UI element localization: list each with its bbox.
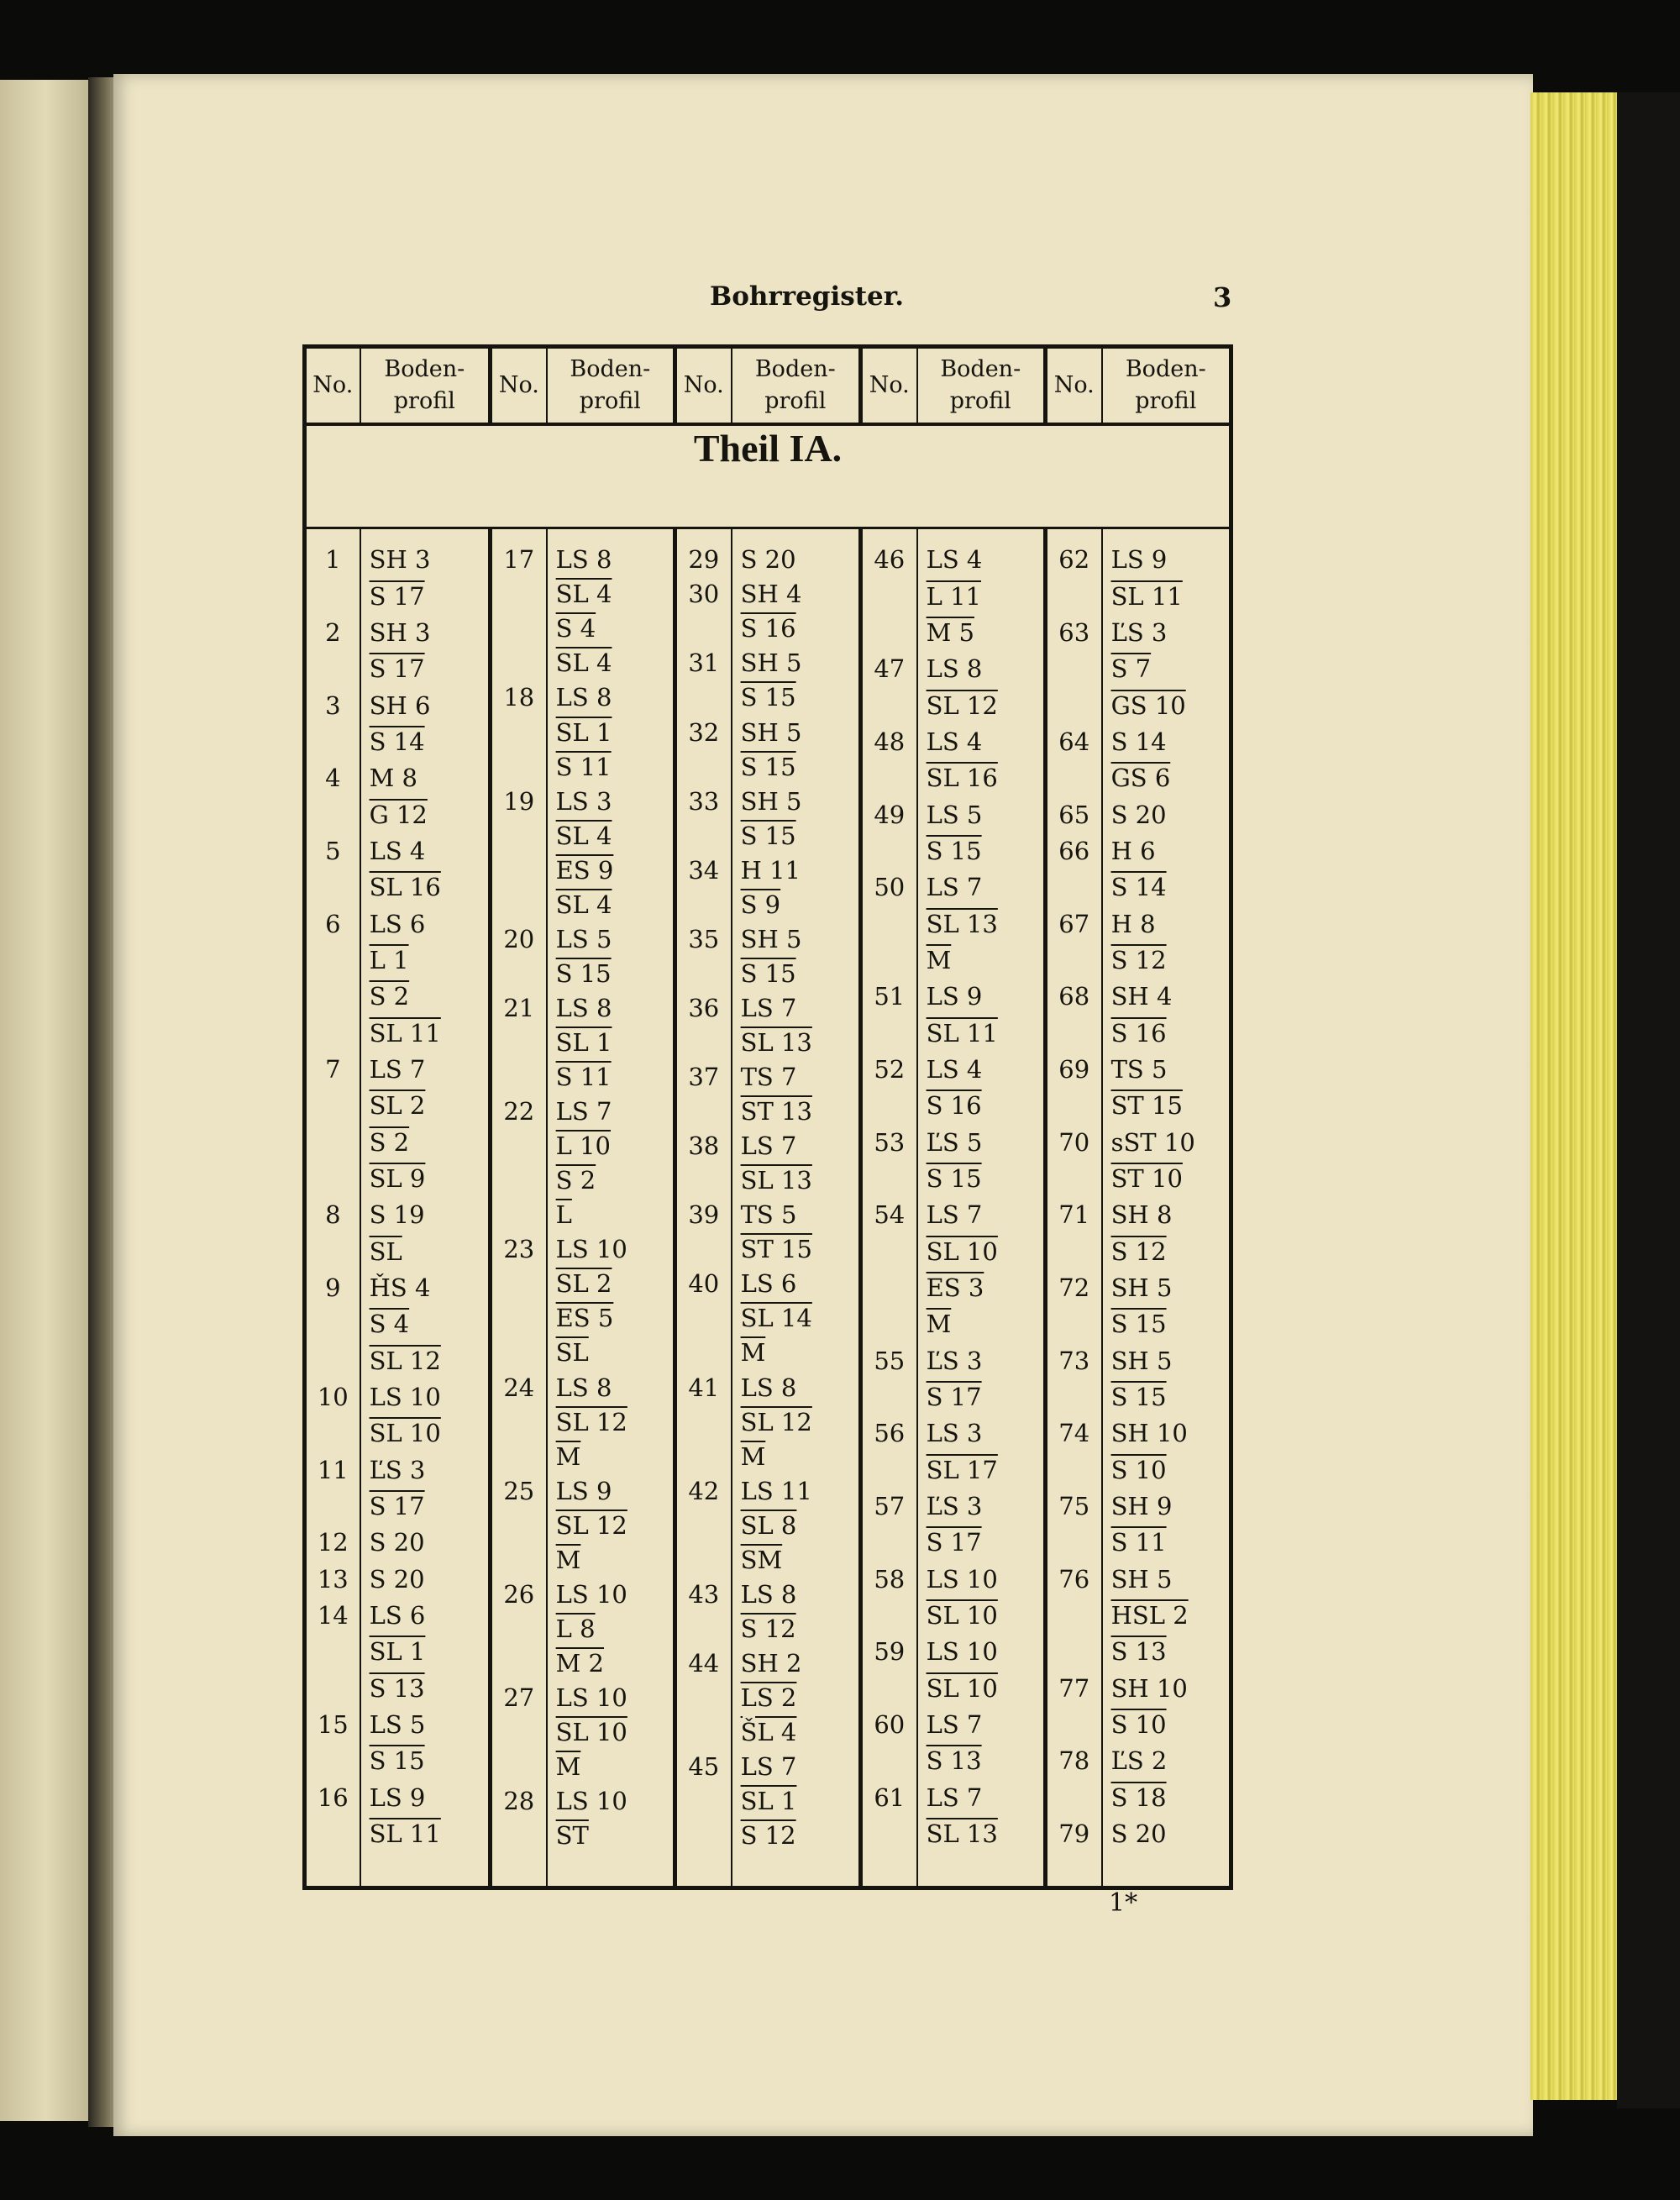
entry-number: 52 xyxy=(874,1054,906,1084)
entry-number: 26 xyxy=(503,1579,535,1609)
col-profil: Boden- profil xyxy=(360,347,491,425)
facing-page xyxy=(0,80,101,2121)
profile-line: S 11 xyxy=(555,1063,612,1092)
col-no: No. xyxy=(305,347,360,425)
entry-number: 66 xyxy=(1058,836,1090,865)
profil-column xyxy=(1102,528,1231,1888)
profile-line: SH 5 xyxy=(1110,1564,1173,1594)
profile-line: SL 10 xyxy=(555,1718,627,1747)
profile-line: S 15 xyxy=(740,958,796,988)
profile-line: S 10 xyxy=(1110,1455,1167,1484)
profile-line: LS 7 xyxy=(926,1200,983,1230)
entry-number: 46 xyxy=(874,545,906,575)
profile-line: ST 15 xyxy=(1110,1091,1183,1121)
profile-line: LS 8 xyxy=(555,545,612,575)
profile-line: SL 11 xyxy=(369,1018,441,1047)
profile-line: LS 10 xyxy=(555,1787,627,1816)
entry-number: 77 xyxy=(1058,1673,1090,1703)
profile-line: S 11 xyxy=(1110,1528,1167,1557)
entry-number: 12 xyxy=(317,1528,349,1557)
profile-line: SL 4 xyxy=(555,890,612,919)
profile-line: SL 11 xyxy=(926,1018,998,1047)
col-profil: Boden- profil xyxy=(917,347,1046,425)
profile-line: SL 1 xyxy=(740,1787,797,1816)
profile-line: SL 10 xyxy=(926,1673,998,1703)
profile-line: ȞS 4 xyxy=(369,1273,431,1302)
entry-number: 24 xyxy=(503,1373,535,1402)
entry-number: 35 xyxy=(688,924,720,953)
no-column xyxy=(675,528,731,1888)
profile-line: S 20 xyxy=(369,1564,425,1594)
entry-number: 49 xyxy=(874,800,906,829)
entry-number: 17 xyxy=(503,545,535,575)
profile-line: LS 8 xyxy=(555,1373,612,1402)
entry-number: 60 xyxy=(874,1709,906,1739)
profile-line: LS 9 xyxy=(369,1783,426,1812)
profile-line: LS 4 xyxy=(926,727,983,756)
profile-line: S 16 xyxy=(1110,1018,1167,1047)
profile-line: S 20 xyxy=(1110,1819,1167,1848)
entry-number: 55 xyxy=(874,1346,906,1375)
profile-line: SH 4 xyxy=(1110,982,1173,1011)
profile-line: $\overline{M}$ xyxy=(740,1338,766,1368)
profile-line: S 18 xyxy=(1110,1783,1167,1812)
profile-line: SL 9 xyxy=(369,1163,426,1193)
entry-number: 71 xyxy=(1058,1200,1090,1230)
profile-line: LS 9 xyxy=(555,1476,612,1505)
profile-line: SL 16 xyxy=(369,873,441,902)
entry-number: 38 xyxy=(688,1132,720,1161)
entry-number: 40 xyxy=(688,1269,720,1299)
entry-number: 16 xyxy=(317,1783,349,1812)
profile-line: S 20 xyxy=(1110,800,1167,829)
profile-line: S 15 xyxy=(740,821,796,850)
profile-line: TS 5 xyxy=(1110,1054,1168,1084)
entry-number: 61 xyxy=(874,1783,906,1812)
profile-line: GS 6 xyxy=(1110,764,1171,793)
no-column xyxy=(491,528,547,1888)
profile-line: $\overline{M}$ xyxy=(555,1441,581,1471)
profile-line: LS 5 xyxy=(926,800,983,829)
profile-line: SL 10 xyxy=(369,1419,441,1448)
no-column xyxy=(305,528,360,1888)
profile-line: S 7 xyxy=(1110,654,1152,684)
profile-line: $\overline{SL}$ xyxy=(369,1237,402,1266)
entry-number: 22 xyxy=(503,1097,535,1126)
profile-line: SL 11 xyxy=(1110,581,1183,611)
profile-line: G 12 xyxy=(369,800,428,829)
entry-number: 65 xyxy=(1058,800,1090,829)
col-profil: Boden- profil xyxy=(732,347,861,425)
profile-line: LS 5 xyxy=(369,1709,426,1739)
profile-line: LS 6 xyxy=(369,1600,426,1630)
profile-line: ES 5 xyxy=(555,1304,614,1333)
profile-line: ES 3 xyxy=(926,1273,984,1302)
profile-line: S 16 xyxy=(740,614,796,643)
profile-line: S 13 xyxy=(1110,1637,1167,1667)
entry-number: 6 xyxy=(325,909,341,938)
profile-line: L 10 xyxy=(555,1132,612,1161)
page-edges xyxy=(1530,92,1621,2100)
profile-line: $\overline{SL}$ xyxy=(555,1338,589,1368)
profile-line: M 8 xyxy=(369,764,417,793)
profile-line: S 15 xyxy=(369,1746,425,1776)
profile-line: SH 3 xyxy=(369,617,431,647)
body-row xyxy=(305,528,1231,1888)
profile-line: SL 11 xyxy=(369,1819,441,1848)
profile-line: S 12 xyxy=(1110,1237,1167,1266)
profile-line: LS 6 xyxy=(369,909,426,938)
profile-line: LS 8 xyxy=(555,683,612,712)
profile-line: SL 1 xyxy=(369,1637,426,1667)
entry-number: 56 xyxy=(874,1419,906,1448)
profile-line: SL 13 xyxy=(926,909,998,938)
profile-line: SL 12 xyxy=(926,690,998,720)
entry-number: 21 xyxy=(503,993,535,1022)
profile-line: S 12 xyxy=(740,1821,796,1851)
entry-number: 72 xyxy=(1058,1273,1090,1302)
entry-number: 69 xyxy=(1058,1054,1090,1084)
profile-line: SH 4 xyxy=(740,580,802,609)
profile-line: L 8 xyxy=(555,1614,596,1643)
profile-line: SH 2 xyxy=(740,1648,802,1678)
profile-line: S 17 xyxy=(369,654,425,684)
profile-line: S 15 xyxy=(926,1163,982,1193)
profile-line: LS 10 xyxy=(555,1683,627,1712)
profile-line: SH 3 xyxy=(369,545,431,575)
profile-line: SH 10 xyxy=(1110,1419,1188,1448)
profile-line: S 17 xyxy=(369,1491,425,1520)
profile-line: S 13 xyxy=(926,1746,982,1776)
profile-line: $\overline{L}$ xyxy=(555,1200,572,1230)
profile-line: H 8 xyxy=(1110,909,1156,938)
running-head: Bohrregister. xyxy=(710,281,905,312)
profile-line: LS 10 xyxy=(926,1564,998,1594)
profile-line: M 5 xyxy=(926,617,974,647)
profile-line: SL 10 xyxy=(926,1600,998,1630)
profil-column xyxy=(917,528,1046,1888)
profile-line: LS 5 xyxy=(555,924,612,953)
header-row xyxy=(305,347,1231,425)
col-no: No. xyxy=(675,347,731,425)
profil-column xyxy=(360,528,491,1888)
profile-line: SL 14 xyxy=(740,1304,812,1333)
profile-line: SH 5 xyxy=(1110,1273,1173,1302)
entry-number: 23 xyxy=(503,1235,535,1264)
entry-number: 57 xyxy=(874,1491,906,1520)
entry-number: 44 xyxy=(688,1648,720,1678)
entry-number: 62 xyxy=(1058,545,1090,575)
entry-number: 20 xyxy=(503,924,535,953)
profile-line: SH 5 xyxy=(740,717,802,747)
entry-number: 74 xyxy=(1058,1419,1090,1448)
profile-line: ST 10 xyxy=(1110,1163,1183,1193)
profile-line: SL 4 xyxy=(555,580,612,609)
profile-line: SL 13 xyxy=(740,1166,812,1195)
bore-register-table xyxy=(302,344,1233,1890)
entry-number: 30 xyxy=(688,580,720,609)
profile-line: S 19 xyxy=(369,1200,425,1230)
profile-line: LS 8 xyxy=(740,1373,797,1402)
entry-number: 47 xyxy=(874,654,906,684)
entry-number: 7 xyxy=(325,1054,341,1084)
profile-line: LS 8 xyxy=(555,993,612,1022)
profile-line: SL 17 xyxy=(926,1455,998,1484)
entry-number: 50 xyxy=(874,873,906,902)
profile-line: SL 12 xyxy=(555,1510,627,1540)
profile-line: S 11 xyxy=(555,752,612,781)
profile-line: S 12 xyxy=(740,1614,796,1643)
profile-line: S 4 xyxy=(555,614,596,643)
entry-number: 4 xyxy=(325,764,341,793)
profile-line: L 1 xyxy=(369,945,409,974)
profile-line: $\overline{M}$ xyxy=(926,1310,952,1339)
profile-line: SL 2 xyxy=(555,1269,612,1299)
profile-line: LS 7 xyxy=(926,1783,983,1812)
profile-line: LS 9 xyxy=(1110,545,1168,575)
profile-line: ĽS 3 xyxy=(369,1455,426,1484)
profile-line: S 15 xyxy=(1110,1382,1167,1411)
entry-number: 54 xyxy=(874,1200,906,1230)
profile-line: S 17 xyxy=(926,1382,982,1411)
profile-line: LS 3 xyxy=(555,786,612,816)
profile-line: LS 6 xyxy=(740,1269,797,1299)
profile-line: H 6 xyxy=(1110,836,1156,865)
profile-line: S 15 xyxy=(1110,1310,1167,1339)
entry-number: 73 xyxy=(1058,1346,1090,1375)
profile-line: S 13 xyxy=(369,1673,425,1703)
entry-number: 13 xyxy=(317,1564,349,1594)
profile-line: S 12 xyxy=(1110,945,1167,974)
profile-line: LS 8 xyxy=(926,654,983,684)
profile-line: $\overline{SM}$ xyxy=(740,1545,783,1574)
profile-line: S 9 xyxy=(740,890,781,919)
col-profil: Boden- profil xyxy=(1102,347,1231,425)
entry-number: 8 xyxy=(325,1200,341,1230)
entry-number: 32 xyxy=(688,717,720,747)
profile-line: SL 13 xyxy=(926,1819,998,1848)
entry-number: 5 xyxy=(325,836,341,865)
entry-number: 27 xyxy=(503,1683,535,1712)
profil-column xyxy=(732,528,861,1888)
profile-line: S 15 xyxy=(740,683,796,712)
profile-line: HSL 2 xyxy=(1110,1600,1189,1630)
profile-line: ĽS 3 xyxy=(926,1491,983,1520)
profile-line: ST 13 xyxy=(740,1097,812,1126)
profile-line: S 14 xyxy=(1110,873,1167,902)
profile-line: ĽS 2 xyxy=(1110,1746,1168,1776)
profile-line: SH 9 xyxy=(1110,1491,1173,1520)
profile-line: SH 5 xyxy=(740,786,802,816)
entry-number: 19 xyxy=(503,786,535,816)
profile-line: LS 10 xyxy=(369,1382,441,1411)
profile-line: sST 10 xyxy=(1110,1127,1195,1157)
entry-number: 59 xyxy=(874,1637,906,1667)
profile-line: S 14 xyxy=(1110,727,1167,756)
entry-number: 75 xyxy=(1058,1491,1090,1520)
profile-line: L 11 xyxy=(926,581,981,611)
entry-number: 29 xyxy=(688,545,720,575)
entry-number: 33 xyxy=(688,786,720,816)
profile-line: LS 2 xyxy=(740,1683,797,1712)
profile-line: LS 4 xyxy=(369,836,426,865)
entry-number: 63 xyxy=(1058,617,1090,647)
entry-number: 15 xyxy=(317,1709,349,1739)
profile-line: SH 10 xyxy=(1110,1673,1188,1703)
profile-line: LS 4 xyxy=(926,1054,983,1084)
profile-line: LS 8 xyxy=(740,1579,797,1609)
section-title: Theil IA. xyxy=(693,427,843,470)
profile-line: SL 13 xyxy=(740,1028,812,1057)
profile-line: LS 10 xyxy=(555,1579,627,1609)
profil-column xyxy=(547,528,675,1888)
printer-signature: 1* xyxy=(1109,1888,1138,1918)
col-no: No. xyxy=(1045,347,1101,425)
entry-number: 28 xyxy=(503,1787,535,1816)
page-number: 3 xyxy=(1213,281,1232,313)
profile-line: ĽS 3 xyxy=(1110,617,1168,647)
entry-number: 9 xyxy=(325,1273,341,1302)
profile-line: M 2 xyxy=(555,1648,604,1678)
entry-number: 78 xyxy=(1058,1746,1090,1776)
entry-number: 1 xyxy=(325,545,341,575)
profile-line: SH 5 xyxy=(740,648,802,678)
entry-number: 43 xyxy=(688,1579,720,1609)
entry-number: 2 xyxy=(325,617,341,647)
entry-number: 76 xyxy=(1058,1564,1090,1594)
col-no: No. xyxy=(491,347,547,425)
profile-line: SL 10 xyxy=(926,1237,998,1266)
profile-line: SH 5 xyxy=(740,924,802,953)
profile-line: SL 4 xyxy=(555,648,612,678)
profile-line: LS 7 xyxy=(740,1752,797,1782)
profile-line: SL 2 xyxy=(369,1091,426,1121)
entry-number: 53 xyxy=(874,1127,906,1157)
profile-line: SH 5 xyxy=(1110,1346,1173,1375)
profile-line: S 17 xyxy=(926,1528,982,1557)
profile-line: SL 8 xyxy=(740,1510,797,1540)
entry-number: 42 xyxy=(688,1476,720,1505)
col-no: No. xyxy=(860,347,916,425)
entry-number: 48 xyxy=(874,727,906,756)
profile-line: S 15 xyxy=(740,752,796,781)
entry-number: 3 xyxy=(325,690,341,720)
profile-line: ŠL 4 xyxy=(740,1718,797,1747)
profile-line: SL 1 xyxy=(555,717,612,747)
no-column xyxy=(860,528,916,1888)
profile-line: SH 8 xyxy=(1110,1200,1173,1230)
entry-number: 68 xyxy=(1058,982,1090,1011)
profile-line: $\overline{M}$ xyxy=(555,1752,581,1782)
profile-line: LS 7 xyxy=(740,1132,797,1161)
profile-line: S 14 xyxy=(369,727,425,756)
profile-line: SL 16 xyxy=(926,764,998,793)
profile-line: S 15 xyxy=(926,836,982,865)
profile-line: ES 9 xyxy=(555,855,614,885)
profile-line: TS 5 xyxy=(740,1200,797,1230)
profile-line: S 4 xyxy=(369,1310,410,1339)
profile-line: ĽS 5 xyxy=(926,1127,983,1157)
profile-line: $\overline{ST}$ xyxy=(555,1821,589,1851)
entry-number: 34 xyxy=(688,855,720,885)
profile-line: S 2 xyxy=(369,1127,410,1157)
col-profil: Boden- profil xyxy=(547,347,675,425)
profile-line: ĽS 3 xyxy=(926,1346,983,1375)
profile-line: S 17 xyxy=(369,581,425,611)
entry-number: 79 xyxy=(1058,1819,1090,1848)
profile-line: SL 4 xyxy=(555,821,612,850)
entry-number: 70 xyxy=(1058,1127,1090,1157)
entry-number: 58 xyxy=(874,1564,906,1594)
entry-number: 37 xyxy=(688,1063,720,1092)
no-column xyxy=(1045,528,1101,1888)
entry-number: 25 xyxy=(503,1476,535,1505)
profile-line: $\overline{M}$ xyxy=(555,1545,581,1574)
profile-line: GS 10 xyxy=(1110,690,1186,720)
entry-number: 18 xyxy=(503,683,535,712)
profile-line: LS 11 xyxy=(740,1476,812,1505)
profile-line: $\overline{M}$ xyxy=(740,1441,766,1471)
profile-line: SL 12 xyxy=(369,1346,441,1375)
profile-line: S 2 xyxy=(555,1166,596,1195)
section-row xyxy=(305,424,1231,528)
profile-line: H 11 xyxy=(740,855,801,885)
profile-line: LS 7 xyxy=(926,1709,983,1739)
entry-number: 10 xyxy=(317,1382,349,1411)
profile-line: S 16 xyxy=(926,1091,982,1121)
profile-line: LS 10 xyxy=(926,1637,998,1667)
profile-line: LS 10 xyxy=(555,1235,627,1264)
profile-line: S 20 xyxy=(369,1528,425,1557)
profile-line: SL 12 xyxy=(555,1407,627,1436)
profile-line: S 2 xyxy=(369,982,410,1011)
profile-line: SH 6 xyxy=(369,690,431,720)
profile-line: LS 7 xyxy=(740,993,797,1022)
entry-number: 64 xyxy=(1058,727,1090,756)
book-cover xyxy=(1617,92,1680,2108)
entry-number: 36 xyxy=(688,993,720,1022)
profile-line: SL 1 xyxy=(555,1028,612,1057)
entry-number: 14 xyxy=(317,1600,349,1630)
entry-number: 39 xyxy=(688,1200,720,1230)
profile-line: S 20 xyxy=(740,545,796,575)
profile-line: TS 7 xyxy=(740,1063,797,1092)
profile-line: ST 15 xyxy=(740,1235,812,1264)
profile-line: LS 7 xyxy=(926,873,983,902)
entry-number: 11 xyxy=(317,1455,349,1484)
entry-number: 45 xyxy=(688,1752,720,1782)
profile-line: $\overline{M}$ xyxy=(926,945,952,974)
entry-number: 31 xyxy=(688,648,720,678)
profile-line: S 15 xyxy=(555,958,612,988)
entry-number: 67 xyxy=(1058,909,1090,938)
profile-line: S 10 xyxy=(1110,1709,1167,1739)
profile-line: SL 12 xyxy=(740,1407,812,1436)
profile-line: LS 7 xyxy=(369,1054,426,1084)
profile-line: LS 7 xyxy=(555,1097,612,1126)
profile-line: LS 9 xyxy=(926,982,983,1011)
entry-number: 41 xyxy=(688,1373,720,1402)
profile-line: LS 4 xyxy=(926,545,983,575)
profile-line: LS 3 xyxy=(926,1419,983,1448)
entry-number: 51 xyxy=(874,982,906,1011)
